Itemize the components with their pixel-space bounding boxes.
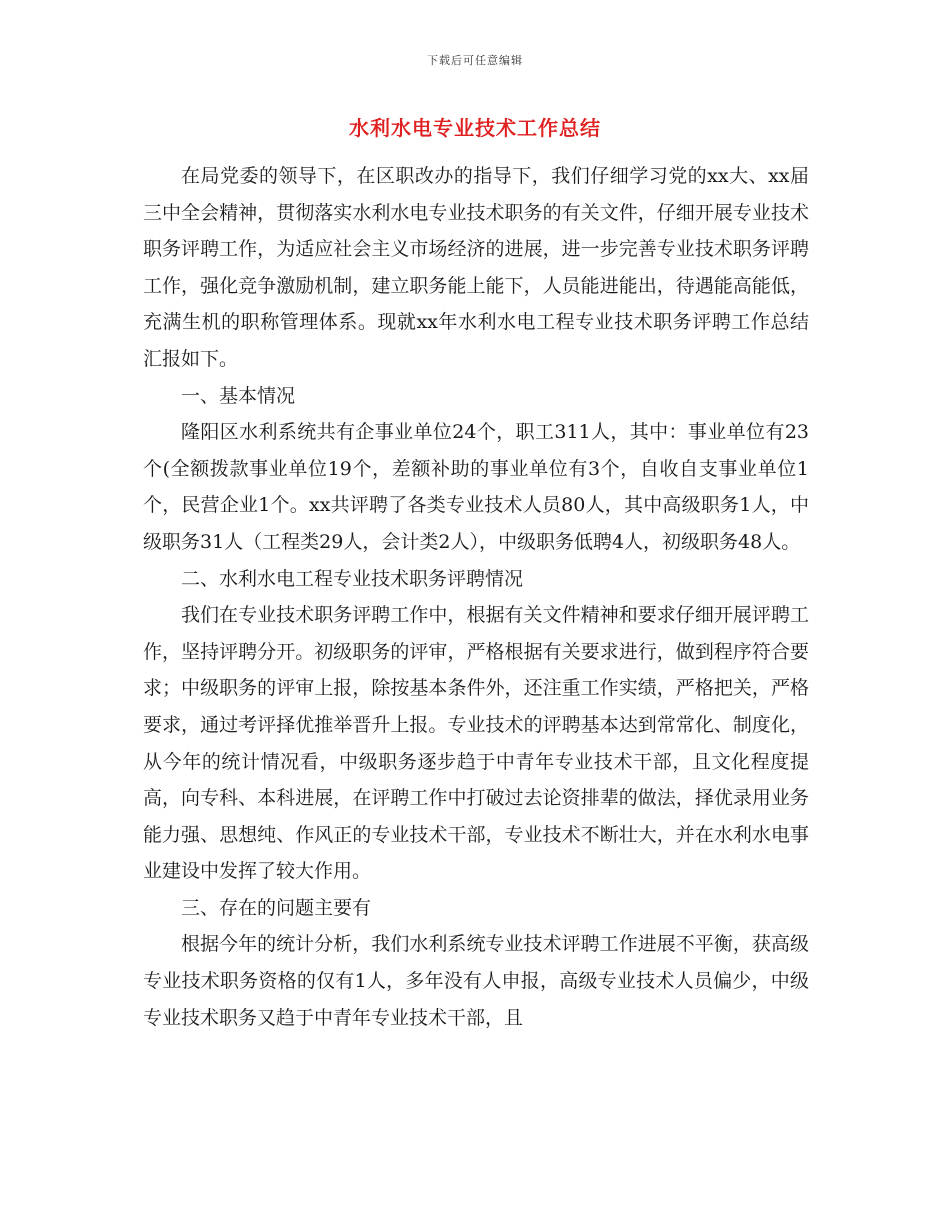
section-heading-problems: 三、存在的问题主要有 xyxy=(181,896,372,919)
section-heading-evaluation: 二、水利水电工程专业技术职务评聘情况 xyxy=(181,567,524,590)
section-heading-basic-info: 一、基本情况 xyxy=(181,384,296,407)
document-body xyxy=(143,158,809,1036)
document-title: 水利水电专业技术工作总结 xyxy=(349,116,601,140)
paragraph-intro: 在局党委的领导下，在区职改办的指导下，我们仔细学习党的xx大、xx届三中全会精神，贯彻落实水利水电专业技术职务的有关文件，仔细开展专业技术职务评聘工作，为适应社会主义市场经济的进展，进一步完善专业技术职务评聘工作，强化竞争激励机制，建立职务能上能下，人员能进能出，待遇能高能低，充满生机的职称管理体系。现就xx年水利水电工程专业技术职务评聘工作总结汇报如下。 xyxy=(143,165,809,370)
paragraph-problems: 根据今年的统计分析，我们水利系统专业技术评聘工作进展不平衡，获高级专业技术职务资格的仅有1人，多年没有人申报，高级专业技术人员偏少，中级专业技术职务又趋于中青年专业技术干部，且 xyxy=(143,933,809,1029)
paragraph-evaluation: 我们在专业技术职务评聘工作中，根据有关文件精神和要求仔细开展评聘工作，坚持评聘分开。初级职务的评审，严格根据有关要求进行，做到程序符合要求；中级职务的评审上报，除按基本条件外，还注重工作实绩，严格把关，严格要求，通过考评择优推举晋升上报。专业技术的评聘基本达到常常化、制度化，从今年的统计情况看，中级职务逐步趋于中青年专业技术干部，且文化程度提高，向专科、本科进展，在评聘工作中打破过去论资排辈的做法，择优录用业务能力强、思想纯、作风正的专业技术干部，专业技术不断壮大，并在水利水电事业建设中发挥了较大作用。 xyxy=(143,604,809,883)
paragraph-basic-info: 隆阳区水利系统共有企事业单位24个，职工311人，其中：事业单位有23个(全额拨款事业单位19个，差额补助的事业单位有3个，自收自支事业单位1个，民营企业1个。xx共评聘了各类专业技术人员80人，其中高级职务1人，中级职务31人（工程类29人，会计类2人），中级职务低聘4人，初级职务48人。 xyxy=(143,421,809,553)
page-header-note: 下载后可任意编辑 xyxy=(427,54,523,67)
